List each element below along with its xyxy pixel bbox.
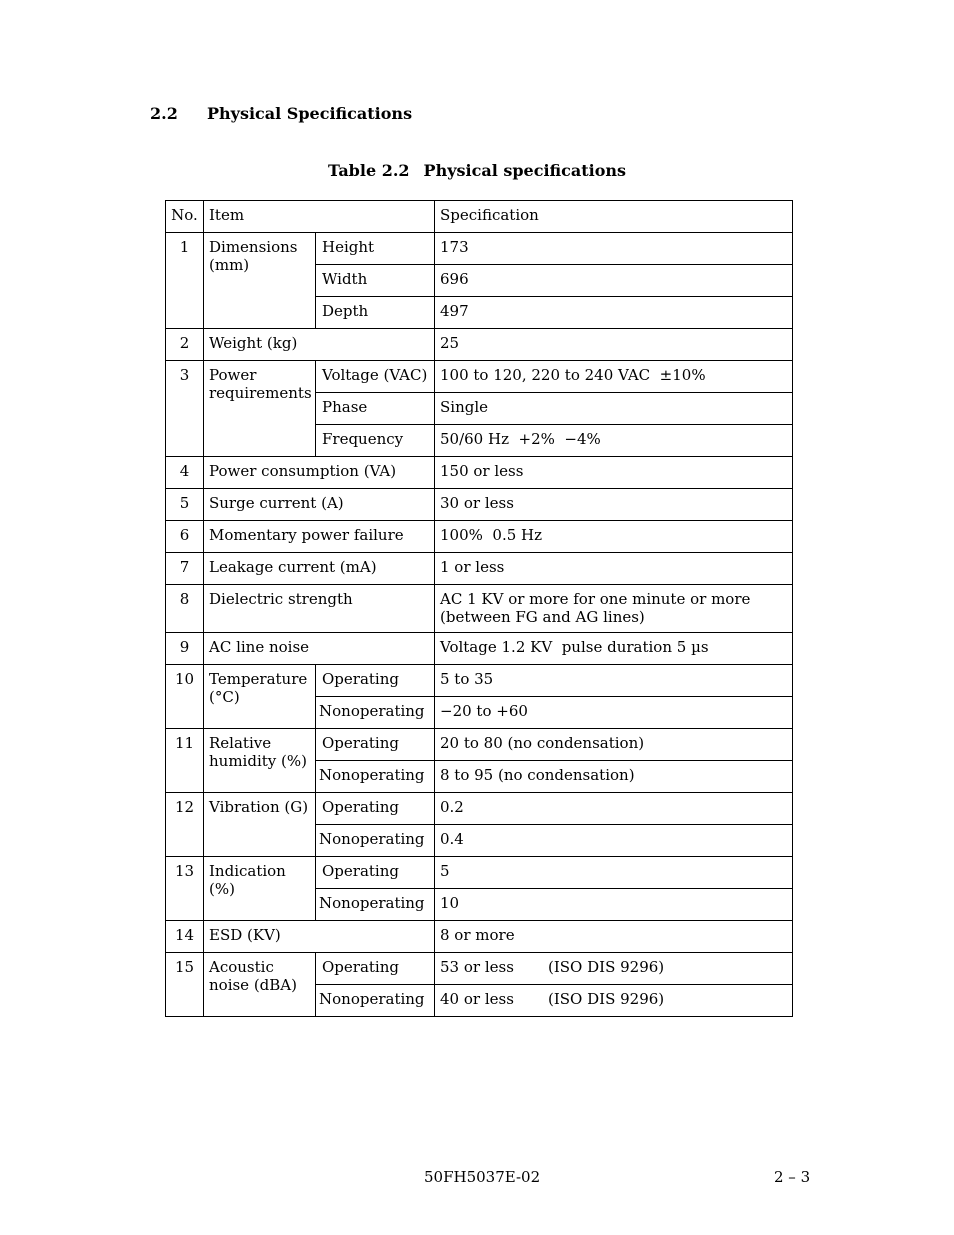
subitem-cell: Operating <box>316 793 435 825</box>
spec-cell <box>435 953 793 985</box>
spec-cell <box>435 985 793 1017</box>
spec-cell: 8 to 95 (no condensation) <box>435 761 793 793</box>
subitem-cell: Nonoperating <box>316 697 435 729</box>
item-cell: Weight (kg) <box>204 329 435 361</box>
item-cell: AC line noise <box>204 633 435 665</box>
section-title: Physical Specifications <box>207 104 413 123</box>
spec-cell <box>435 585 793 633</box>
subitem-cell: Width <box>316 265 435 297</box>
header-spec: Specification <box>435 201 793 233</box>
table-caption <box>0 161 954 180</box>
spec-cell: 150 or less <box>435 457 793 489</box>
subitem-cell: Operating <box>316 857 435 889</box>
row-number: 15 <box>166 953 204 1017</box>
row-number: 5 <box>166 489 204 521</box>
page-number: 2 – 3 <box>774 1168 811 1186</box>
table-caption-number: Table 2.2 <box>327 161 410 180</box>
table-row <box>166 585 793 633</box>
subitem-cell: Operating <box>316 729 435 761</box>
item-cell <box>204 729 316 793</box>
row-number: 1 <box>166 233 204 329</box>
item-cell: Dimensions (mm) <box>204 233 316 329</box>
spec-cell: 25 <box>435 329 793 361</box>
table-row <box>166 665 793 697</box>
table-row <box>166 857 793 889</box>
item-cell: Vibration (G) <box>204 793 316 857</box>
table-header-row <box>166 201 793 233</box>
spec-cell: Voltage 1.2 KV pulse duration 5 µs <box>435 633 793 665</box>
row-number: 4 <box>166 457 204 489</box>
spec-cell: 8 or more <box>435 921 793 953</box>
spec-cell: 5 <box>435 857 793 889</box>
spec-standard: (ISO DIS 9296) <box>548 958 665 976</box>
row-number: 2 <box>166 329 204 361</box>
table-row <box>166 361 793 393</box>
spec-cell: 497 <box>435 297 793 329</box>
header-no: No. <box>166 201 204 233</box>
subitem-cell: Nonoperating <box>316 825 435 857</box>
spec-cell: 20 to 80 (no condensation) <box>435 729 793 761</box>
subitem-cell: Depth <box>316 297 435 329</box>
row-number: 3 <box>166 361 204 457</box>
spec-value: 40 or less <box>440 990 514 1008</box>
spec-cell: 30 or less <box>435 489 793 521</box>
item-cell <box>204 953 316 1017</box>
table-row <box>166 793 793 825</box>
subitem-cell: Height <box>316 233 435 265</box>
table-row <box>166 633 793 665</box>
item-cell: Power consumption (VA) <box>204 457 435 489</box>
document-number: 50FH5037E-02 <box>424 1168 541 1186</box>
table-row <box>166 553 793 585</box>
spec-cell: 100% 0.5 Hz <box>435 521 793 553</box>
subitem-cell: Operating <box>316 953 435 985</box>
item-line: Acoustic <box>209 958 274 976</box>
spec-cell: Single <box>435 393 793 425</box>
table-row <box>166 953 793 985</box>
item-cell: Power requirements <box>204 361 316 457</box>
row-number: 12 <box>166 793 204 857</box>
item-line: humidity (%) <box>209 752 307 770</box>
row-number: 13 <box>166 857 204 921</box>
subitem-cell: Voltage (VAC) <box>316 361 435 393</box>
subitem-cell: Operating <box>316 665 435 697</box>
spec-cell: −20 to +60 <box>435 697 793 729</box>
row-number: 14 <box>166 921 204 953</box>
spec-cell: 50/60 Hz +2% −4% <box>435 425 793 457</box>
spec-cell: 10 <box>435 889 793 921</box>
item-line: noise (dBA) <box>209 976 297 994</box>
subitem-cell: Phase <box>316 393 435 425</box>
spec-cell: 0.2 <box>435 793 793 825</box>
item-cell: Surge current (A) <box>204 489 435 521</box>
spec-cell: 696 <box>435 265 793 297</box>
table-row <box>166 457 793 489</box>
table-row <box>166 233 793 265</box>
item-cell: Indication (%) <box>204 857 316 921</box>
spec-value: 53 or less <box>440 958 514 976</box>
spec-line: (between FG and AG lines) <box>440 608 645 626</box>
subitem-cell: Nonoperating <box>316 985 435 1017</box>
spec-line: AC 1 KV or more for one minute or more <box>440 590 751 608</box>
spec-cell: 1 or less <box>435 553 793 585</box>
item-cell: ESD (KV) <box>204 921 435 953</box>
row-number: 10 <box>166 665 204 729</box>
subitem-cell: Frequency <box>316 425 435 457</box>
spec-cell: 5 to 35 <box>435 665 793 697</box>
table-row <box>166 329 793 361</box>
table-row <box>166 521 793 553</box>
row-number: 6 <box>166 521 204 553</box>
item-line: Temperature <box>209 670 308 688</box>
item-cell: Momentary power failure <box>204 521 435 553</box>
subitem-cell: Nonoperating <box>316 761 435 793</box>
spec-cell: 173 <box>435 233 793 265</box>
row-number: 11 <box>166 729 204 793</box>
item-line: Relative <box>209 734 272 752</box>
subitem-cell: Nonoperating <box>316 889 435 921</box>
table-row <box>166 489 793 521</box>
item-cell: Leakage current (mA) <box>204 553 435 585</box>
spec-table <box>165 200 793 1017</box>
row-number: 7 <box>166 553 204 585</box>
spec-standard: (ISO DIS 9296) <box>548 990 665 1008</box>
table-row <box>166 921 793 953</box>
spec-cell: 100 to 120, 220 to 240 VAC ±10% <box>435 361 793 393</box>
row-number: 8 <box>166 585 204 633</box>
item-cell: Dielectric strength <box>204 585 435 633</box>
header-item: Item <box>204 201 435 233</box>
table-caption-title: Physical specifications <box>423 161 627 180</box>
table-row <box>166 729 793 761</box>
spec-cell: 0.4 <box>435 825 793 857</box>
section-number: 2.2 <box>150 104 178 123</box>
item-line: (°C) <box>209 688 240 706</box>
item-cell <box>204 665 316 729</box>
row-number: 9 <box>166 633 204 665</box>
